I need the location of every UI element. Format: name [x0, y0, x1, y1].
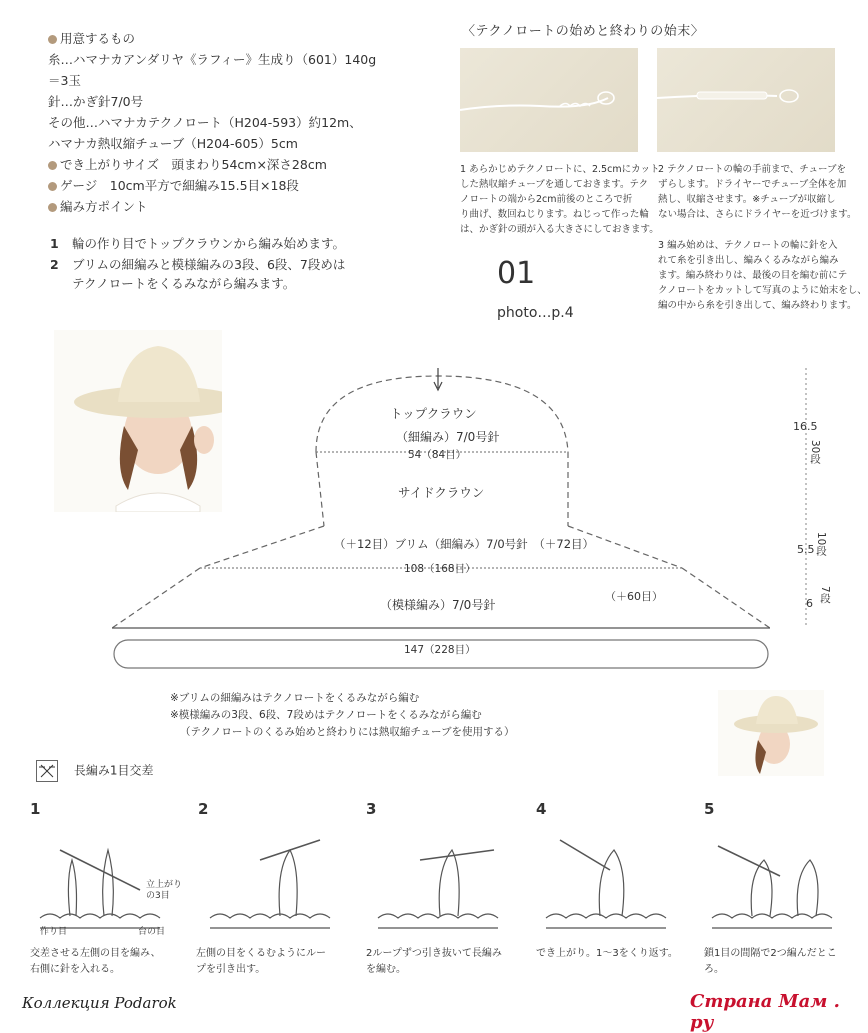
step-caption: 2ループずつ引き抜いて長編み を編む。 — [366, 948, 502, 975]
materials-heading: 用意するもの — [60, 31, 136, 46]
legend-label: 長編み1目交差 — [73, 763, 154, 778]
bullet-icon — [48, 161, 57, 170]
photo-reference: photo…p.4 — [497, 305, 574, 321]
wire-loop-icon — [460, 48, 638, 152]
step-caption: 交差させる左側の目を編み、 右側に針を入れる。 — [30, 948, 161, 975]
size-line: でき上がりサイズ 頭まわり54cm×深さ28cm — [60, 157, 327, 172]
instruction-steps: 1 輪の作り目でトップクラウンから編み始めます。 2 ブリムの細編みと模様編みの3段、6段、7段めは テクノロートをくるみながら編みます。 — [50, 236, 346, 291]
step-number: 3 — [366, 800, 377, 818]
bullet-icon — [48, 35, 57, 44]
step-caption: 左側の目をくるむようにルー プを引き出す。 — [196, 948, 326, 975]
pattern-number: 01 — [497, 256, 536, 291]
step-number: 1 — [30, 800, 41, 818]
instruction-step: 1 輪の作り目でトップクラウンから編み始めます。 — [50, 236, 346, 251]
crossed-stitch-symbol-icon — [36, 760, 58, 782]
stitch-step-illustrations — [0, 820, 868, 940]
dim-cm: 16.5 — [793, 420, 818, 433]
brim-label: （＋12目）ブリム（細編み）7/0号針 （＋72目） — [334, 537, 595, 551]
techno-caption-1: 1 あらかじめテクノロートに、2.5cmにカット した熱収縮チューブを通しておきます。テク ノロートの端から2cm前後のところで折 り曲げ、数回ねじります。ねじって作った輪 は、かぎ針の頭が入る大きさにしておきます。 — [460, 164, 660, 235]
step-number: 2 — [198, 800, 209, 818]
dim-rows: 7段 — [819, 586, 831, 604]
stitch-legend — [36, 760, 153, 782]
top-crown-stitch: （細編み）7/0号針 — [396, 430, 500, 444]
bottom-width-label: 147（228目） — [404, 644, 476, 656]
yarn-line-2: ＝3玉 — [48, 73, 81, 88]
stitch-step-1-illustration — [40, 850, 160, 928]
dim-rows: 10段 — [815, 532, 827, 556]
yarn-line: 糸…ハマナカアンダリヤ《ラフィー》生成り（601）140g — [48, 52, 377, 67]
diagram-notes: ※ブリムの細編みはテクノロートをくるみながら編む ※模様編みの3段、6段、7段めはテクノロートをくるみながら編む （テクノロートのくるみ始めと終わりには熱収縮チューブを使用する） — [170, 692, 515, 738]
points-heading: 編み方ポイント — [60, 199, 148, 214]
collection-watermark: Коллекция Podarok — [22, 994, 177, 1012]
techno-photo-2 — [657, 48, 835, 152]
brim-width-label: 108（168目） — [404, 563, 476, 575]
brim-left-edge — [200, 526, 324, 568]
other-line-2: ハマナカ熱収縮チューブ（H204-605）5cm — [48, 136, 298, 151]
small-model-photo — [718, 690, 824, 776]
dim-cm: 6 — [806, 597, 813, 610]
stitch-step-3-illustration — [378, 850, 498, 928]
crown-width-label: 54（84目） — [408, 449, 467, 461]
techno-caption-3: 3 編み始めは、テクノロートの輪に針を入 れて糸を引き出し、編みくるみながら編み ます。編み終わりは、最後の目を編む前にテ クノロートをカットして写真のように始末をし、 編の中から糸を引き出して、編み終わります。 — [658, 240, 867, 311]
wire-tube-icon — [657, 48, 835, 152]
stitch-step-2-illustration — [210, 840, 330, 928]
increase-label: （＋60目） — [605, 590, 663, 603]
techno-photo-1 — [460, 48, 638, 152]
side-crown-label: サイドクラウン — [398, 485, 485, 500]
top-crown-label: トップクラウン — [390, 406, 477, 421]
materials-block — [48, 28, 448, 217]
site-watermark: Страна Мам . ру — [690, 991, 840, 1033]
techno-caption-2: 2 テクノロートの輪の手前まで、チューブを ずらします。ドライヤーでチューブ全体を加 熱し、収縮させます。※チューブが収縮し ない場合は、さらにドライヤーを近づけます。 — [658, 164, 857, 220]
stitch-step-4-illustration — [546, 840, 666, 928]
step-number: 5 — [704, 800, 715, 818]
hat-model-thumbnail — [718, 690, 824, 776]
dim-cm: 5.5 — [797, 543, 815, 556]
gauge-line: ゲージ 10cm平方で細編み15.5目×18段 — [60, 178, 299, 193]
needle-line: 針…かぎ針7/0号 — [48, 94, 144, 109]
other-line: その他…ハマナカテクノロート（H204-593）約12m、 — [48, 115, 362, 130]
techno-section-title: 〈テクノロートの始めと終わりの始末〉 — [462, 24, 705, 39]
step-caption: 鎖1目の間隔で2つ編んだとこ ろ。 — [704, 948, 837, 975]
pattern-stitch-label: （模様編み）7/0号針 — [380, 598, 496, 612]
stitch-step-5-illustration — [712, 846, 832, 928]
bullet-icon — [48, 182, 57, 191]
step1-label: 立上がり の3目 — [146, 880, 183, 901]
step-number: 4 — [536, 800, 547, 818]
bullet-icon — [48, 203, 57, 212]
step-caption: でき上がり。1～3をくり返す。 — [536, 948, 678, 959]
step1-label: 台の目 — [138, 927, 166, 937]
step1-label: 作り目 — [40, 927, 68, 937]
dim-rows: 30段 — [809, 440, 821, 464]
instruction-step: 2 ブリムの細編みと模様編みの3段、6段、7段めは — [50, 257, 346, 272]
